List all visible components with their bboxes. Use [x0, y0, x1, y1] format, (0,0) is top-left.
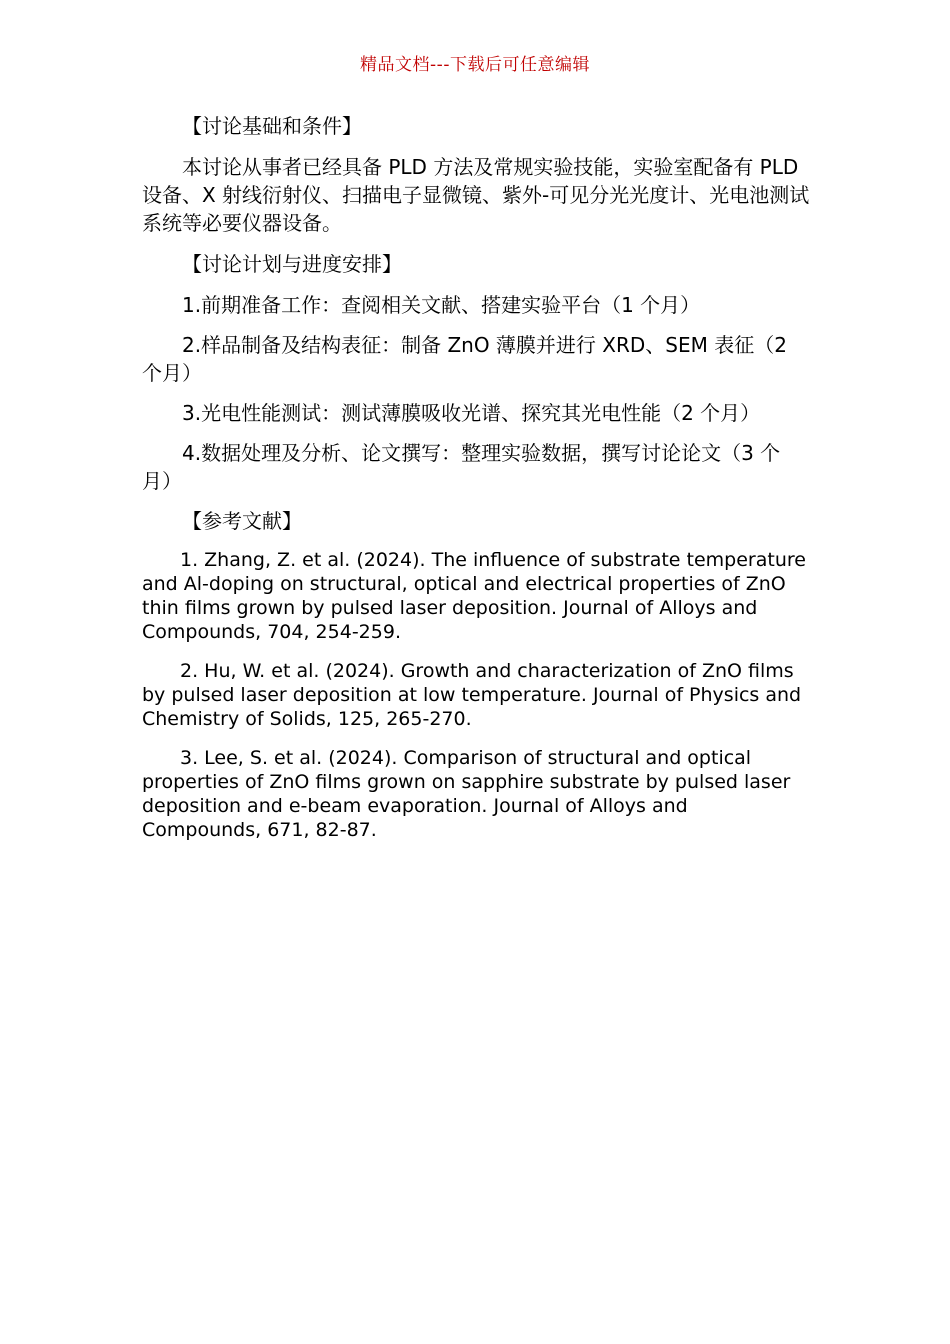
document-content [142, 112, 810, 857]
reference-item-2: 2. Hu, W. et al. (2024). Growth and characterization of ZnO films by pulsed laser deposition at low temperature. Journal of Physics and Chemistry of Solids, 125, 265-270. [142, 660, 802, 730]
plan-item-2: 2.样品制备及结构表征：制备 ZnO 薄膜并进行 XRD、SEM 表征（2 个月） [142, 333, 787, 385]
watermark-header: 精品文档---下载后可任意编辑 [360, 55, 590, 75]
basis-paragraph: 本讨论从事者已经具备 PLD 方法及常规实验技能，实验室配备有 PLD 设备、X 射线衍射仪、扫描电子显微镜、紫外-可见分光光度计、光电池测试系统等必要仪器设备。 [142, 155, 810, 235]
plan-item-3: 3.光电性能测试：测试薄膜吸收光谱、探究其光电性能（2 个月） [182, 401, 761, 425]
plan-item-4: 4.数据处理及分析、论文撰写：整理实验数据，撰写讨论论文（3 个月） [142, 441, 781, 493]
reference-item-1: 1. Zhang, Z. et al. (2024). The influence of substrate temperature and Al-doping on structural, optical and electrical properties of ZnO thin films grown by pulsed laser deposition. Journal of Alloys and Compounds, 704, 254-259. [142, 549, 806, 643]
plan-item-1: 1.前期准备工作：查阅相关文献、搭建实验平台（1 个月） [182, 293, 701, 317]
section-heading-basis: 【讨论基础和条件】 [182, 114, 362, 138]
reference-item-3: 3. Lee, S. et al. (2024). Comparison of structural and optical properties of ZnO films grown on sapphire substrate by pulsed laser deposition and e-beam evaporation. Journal of Alloys and Compounds, 671, 82-87. [142, 747, 791, 841]
section-heading-references: 【参考文献】 [182, 509, 302, 533]
section-heading-plan: 【讨论计划与进度安排】 [182, 252, 402, 276]
